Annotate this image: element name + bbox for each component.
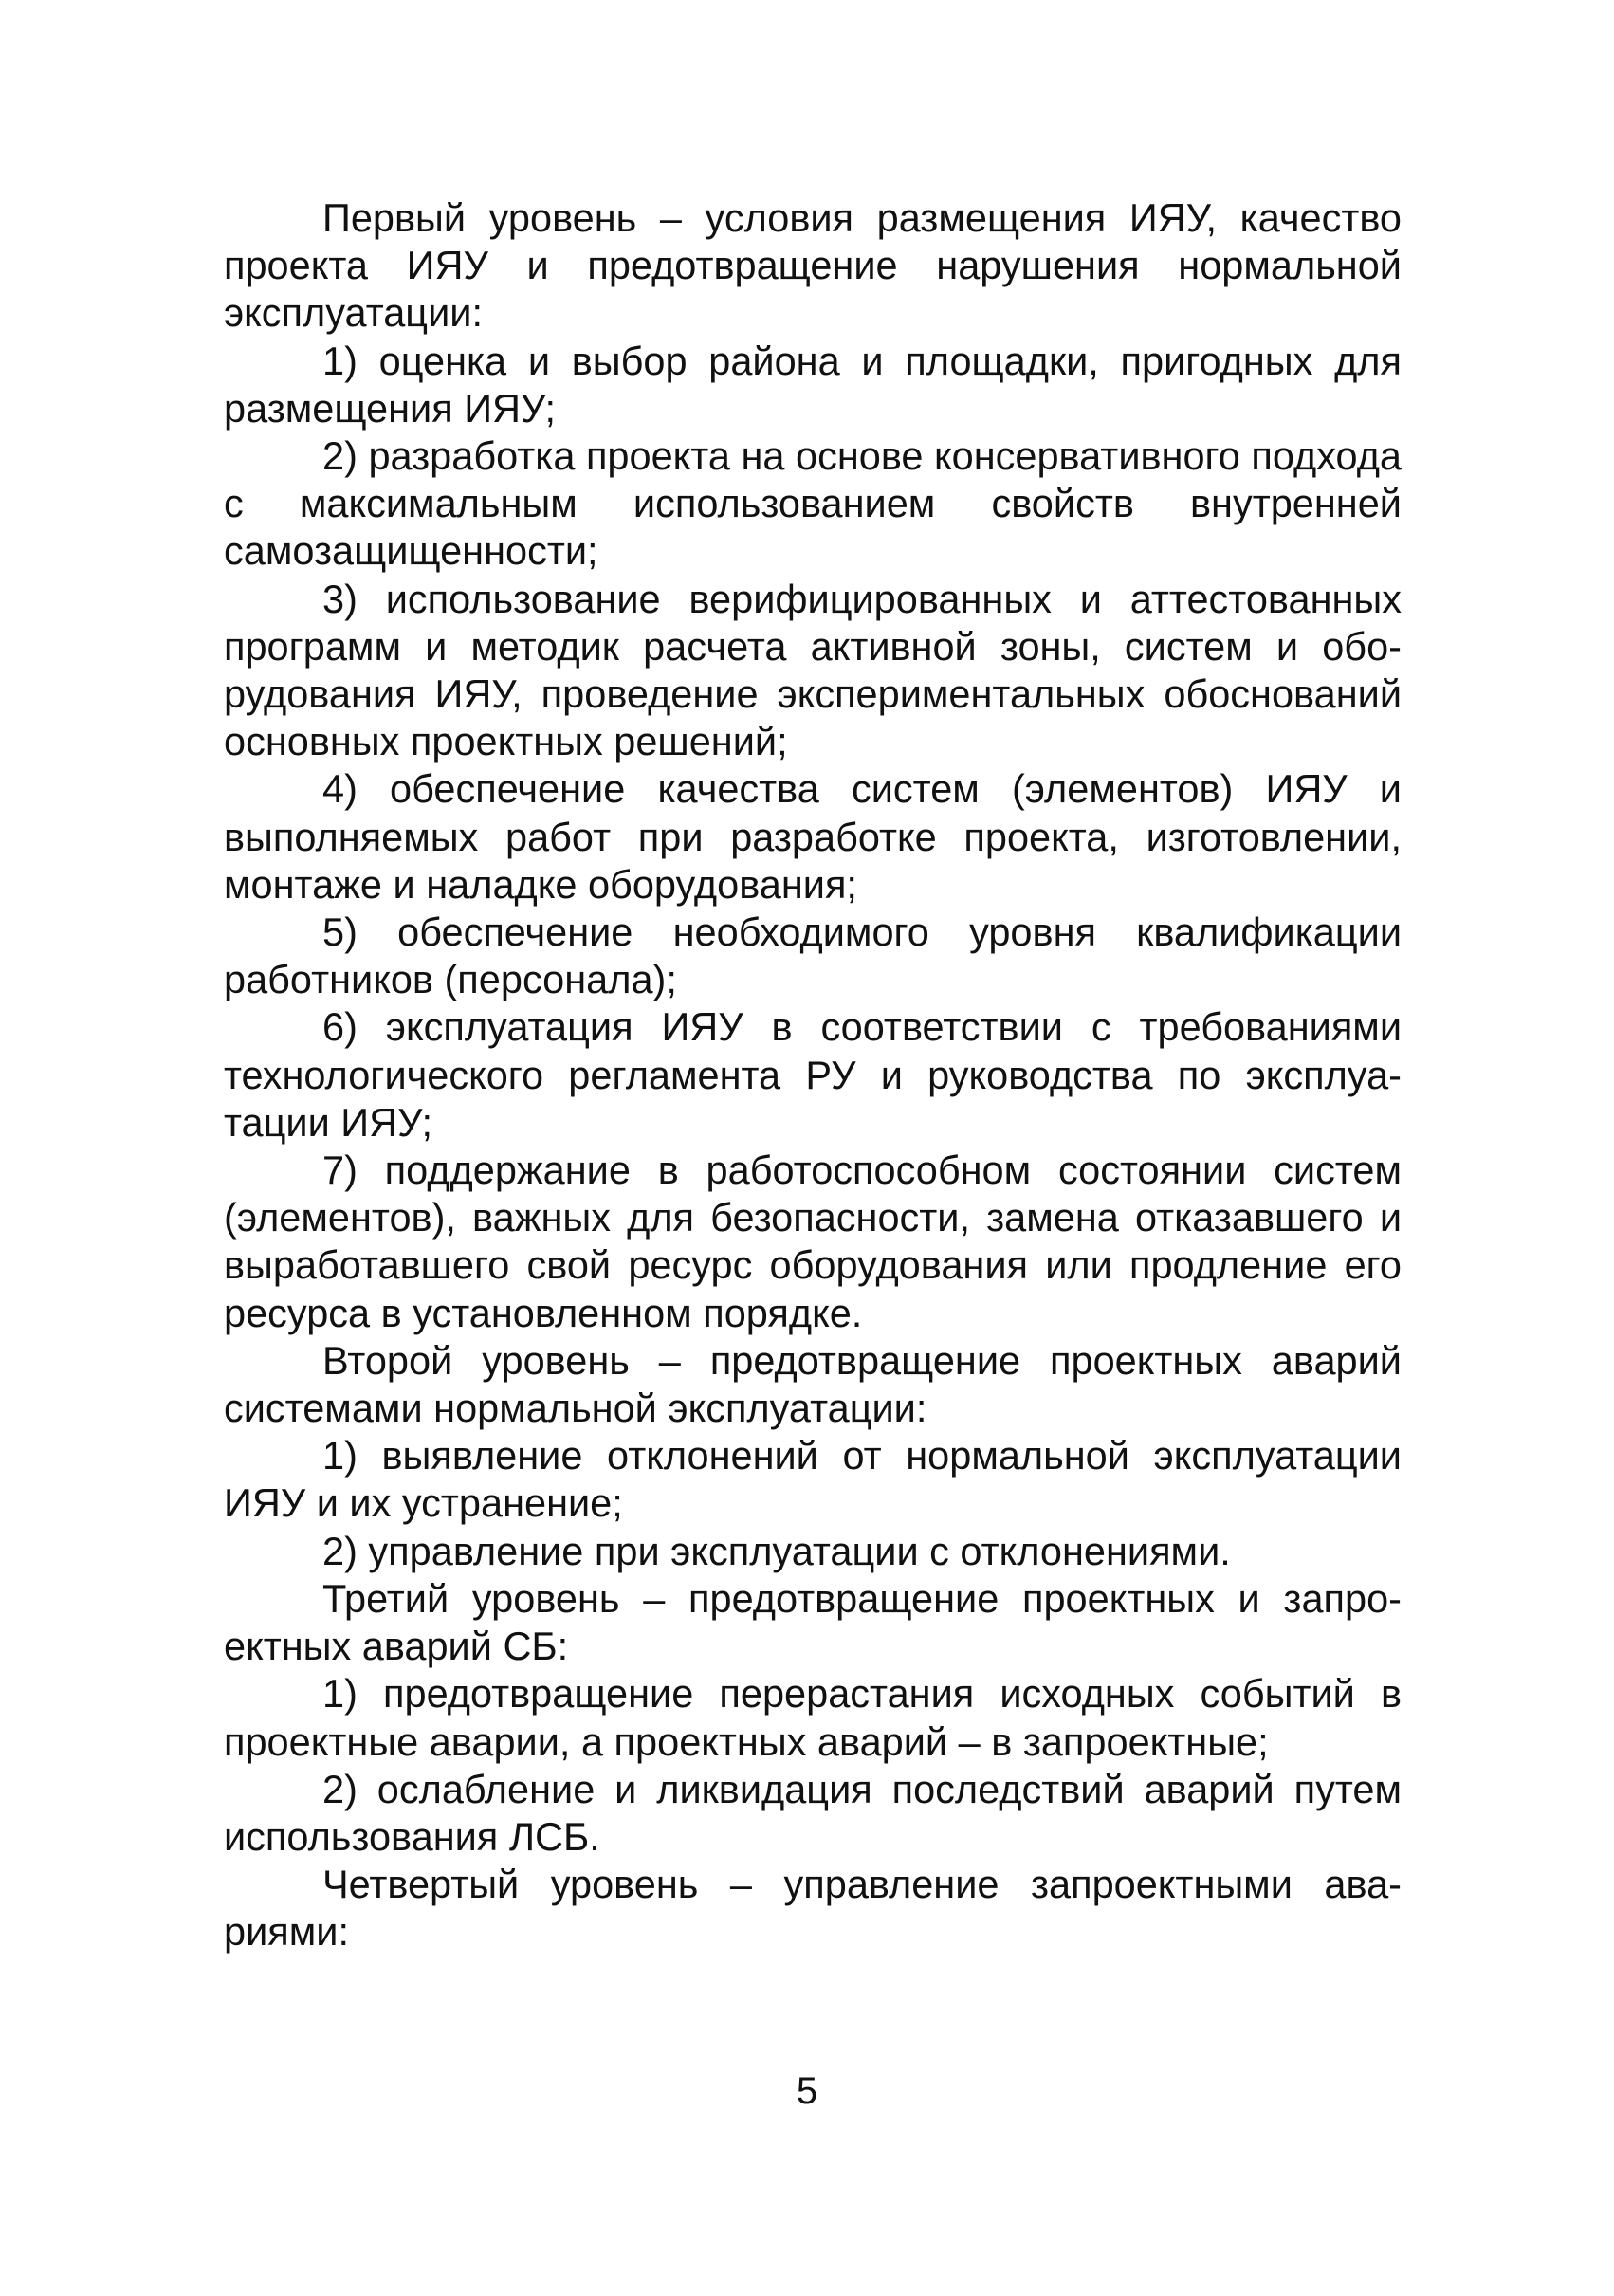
document-body: [224, 194, 1402, 1956]
paragraph-level-1-item-1: 1) оценка и выбор района и площадки, пригодных для размещения ИЯУ;: [224, 338, 1402, 431]
paragraph-level-1-item-3: 3) использование верифицированных и аттестованных программ и методик расчета активной зоны, систем и оборудования ИЯУ, проведение экспериментальных обоснований основных проектных решений;: [224, 576, 1402, 764]
page-number: 5: [796, 2070, 818, 2112]
paragraph-level-1-item-4: 4) обеспечение качества систем (элементов) ИЯУ и выполняемых работ при разработке проекта, изготовлении, монтаже и наладке оборудования;: [224, 766, 1402, 907]
paragraph-level-3-intro: Третий уровень – предотвращение проектных и запроектных аварий СБ:: [224, 1575, 1402, 1669]
paragraph-level-1-intro: Первый уровень – условия размещения ИЯУ, качество проекта ИЯУ и предотвращение нарушения нормальной эксплуатации:: [224, 195, 1402, 336]
paragraph-level-2-item-1: 1) выявление отклонений от нормальной эксплуатации ИЯУ и их устранение;: [224, 1433, 1402, 1526]
paragraph-level-3-item-2: 2) ослабление и ликвидация последствий аварий путем использования ЛСБ.: [224, 1766, 1402, 1859]
paragraph-level-1-item-7: 7) поддержание в работоспособном состоянии систем (элементов), важных для безопасности, замена отказавшего и выработавшего свой ресурс оборудования или продление его ресурса в установленном порядке.: [224, 1148, 1402, 1335]
paragraph-level-2-intro: Второй уровень – предотвращение проектных аварий системами нормальной эксплуатации:: [224, 1337, 1402, 1431]
paragraph-level-2-item-2: 2) управление при эксплуатации с отклонениями.: [322, 1528, 1231, 1573]
paragraph-level-4-intro: Четвертый уровень – управление запроектными авариями:: [224, 1862, 1402, 1955]
paragraph-level-3-item-1: 1) предотвращение перерастания исходных событий в проектные аварии, а проектных аварий – в запроектные;: [224, 1671, 1402, 1764]
paragraph-level-1-item-6: 6) эксплуатация ИЯУ в соответствии с требованиями технологического регламента РУ и руководства по эксплуатации ИЯУ;: [224, 1004, 1402, 1145]
paragraph-level-1-item-2: 2) разработка проекта на основе консервативного подхода с максимальным использованием свойств внутренней самозащищенности;: [224, 433, 1402, 574]
paragraph-level-1-item-5: 5) обеспечение необходимого уровня квалификации работников (персонала);: [224, 909, 1402, 1002]
